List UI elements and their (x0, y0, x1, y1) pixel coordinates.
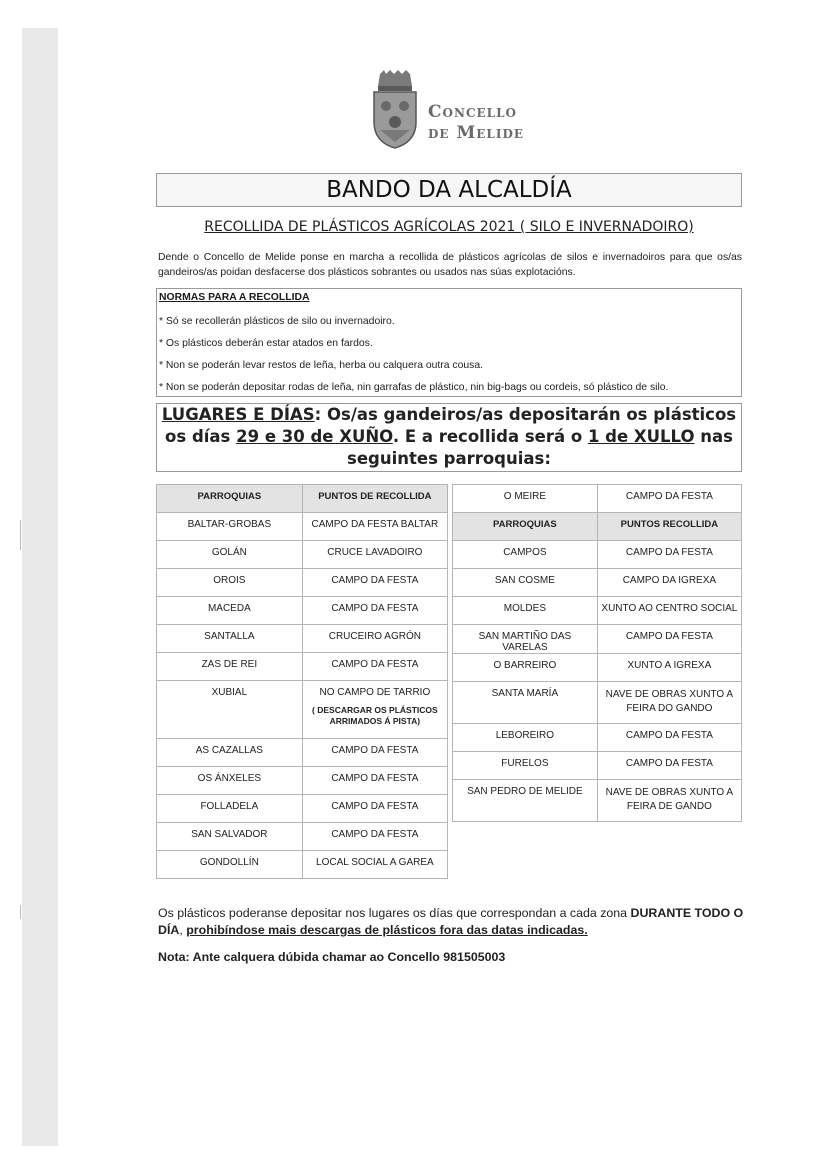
point-cell: CAMPO DA FESTA BALTAR (302, 513, 447, 541)
parish-cell: O MEIRE (453, 485, 598, 513)
pickup-date: 1 de XULLO (587, 427, 695, 446)
point-cell: CAMPO DA FESTA (302, 653, 447, 681)
table-row (157, 569, 448, 597)
table-row (453, 625, 742, 654)
table-row (157, 767, 448, 795)
norms-title: NORMAS PARA A RECOLLIDA (159, 292, 310, 303)
footer-bold: DURANTE TODO O DÍA (158, 906, 744, 937)
table-row (453, 569, 742, 597)
table-row (453, 752, 742, 780)
point-cell: CAMPO DA FESTA (597, 485, 741, 513)
point-cell: CAMPO DA FESTA (302, 767, 447, 795)
column-header: PARROQUIAS (157, 485, 303, 513)
page-title: BANDO DA ALCALDÍA (326, 177, 572, 203)
point-cell: CAMPO DA FESTA (302, 597, 447, 625)
parish-cell: MACEDA (157, 597, 303, 625)
norm-item: * Non se poderán levar restos de leña, herba ou calquera outra cousa. (159, 360, 484, 371)
places-label: LUGARES E DÍAS (161, 405, 315, 424)
parish-cell: FURELOS (453, 752, 598, 780)
parish-cell: FOLLADELA (157, 795, 303, 823)
parish-cell: GOLÁN (157, 541, 303, 569)
parish-cell: OROIS (157, 569, 303, 597)
column-header: PUNTOS DE RECOLLIDA (302, 485, 447, 513)
table-row (157, 795, 448, 823)
parish-cell: CAMPOS (453, 541, 598, 569)
point-cell: NAVE DE OBRAS XUNTO A FEIRA DO GANDO (597, 682, 741, 724)
table-row (157, 739, 448, 767)
table-row (157, 513, 448, 541)
table-row (453, 541, 742, 569)
parish-cell: SAN COSME (453, 569, 598, 597)
point-cell: XUNTO A IGREXA (597, 654, 741, 682)
table-row (157, 823, 448, 851)
xubial-note: ( DESCARGAR OS PLÁSTICOS ARRIMADOS Á PISTA) (312, 705, 438, 726)
parish-cell: LEBOREIRO (453, 724, 598, 752)
places-text: . E a recollida será o (392, 427, 588, 446)
scan-mark (20, 905, 21, 919)
table-row (453, 682, 742, 724)
point-cell: CAMPO DA FESTA (597, 541, 741, 569)
parish-cell: SAN PEDRO DE MELIDE (453, 780, 598, 822)
norm-item: * Non se poderán depositar rodas de leña, nin garrafas de plástico, nin big-bags ou cordeis, só plástico de silo. (159, 382, 669, 393)
deposit-dates: 29 e 30 de XUÑO (236, 427, 393, 446)
parish-cell: BALTAR-GROBAS (157, 513, 303, 541)
parish-cell: ZAS DE REI (157, 653, 303, 681)
footer-text: Os plásticos poderanse depositar nos lugares os días que correspondan a cada zona (158, 906, 631, 920)
table-row (453, 780, 742, 822)
coat-of-arms-icon (366, 70, 424, 150)
point-cell: CAMPO DA FESTA (302, 569, 447, 597)
table-row (157, 681, 448, 739)
intro-paragraph: Dende o Concello de Melide ponse en marcha a recollida de plásticos agrícolas de silos e invernadoiros para que os/as gandeiros/as poidan desfacerse dos plásticos sobrantes ou usados nas súas explotacións. (158, 252, 742, 278)
parishes-table-left (156, 484, 448, 879)
subtitle: RECOLLIDA DE PLÁSTICOS AGRÍCOLAS 2021 ( SILO E INVERNADOIRO) (204, 219, 694, 235)
parish-cell: SANTALLA (157, 625, 303, 653)
point-cell: CAMPO DA FESTA (597, 752, 741, 780)
point-cell (302, 681, 447, 739)
point-cell: CAMPO DA IGREXA (597, 569, 741, 597)
point-cell: CRUCE LAVADOIRO (302, 541, 447, 569)
table-row (453, 597, 742, 625)
parish-cell: AS CAZALLAS (157, 739, 303, 767)
org-name-line1: Concello (428, 102, 517, 122)
point-cell: CAMPO DA FESTA (597, 724, 741, 752)
point-cell: XUNTO AO CENTRO SOCIAL (597, 597, 741, 625)
places-text: nas seguintes parroquias: (347, 427, 733, 468)
point-text: NO CAMPO DE TARRIO (319, 687, 431, 698)
parish-cell: XUBIAL (157, 681, 303, 739)
places-dates-box (156, 403, 742, 472)
footer-paragraph (158, 905, 744, 939)
table-row (453, 724, 742, 752)
column-header: PUNTOS RECOLLIDA (597, 513, 741, 541)
norms-box (156, 288, 742, 397)
norm-item: * Os plásticos deberán estar atados en fardos. (159, 338, 373, 349)
table-header-row (157, 485, 448, 513)
concello-logo (366, 70, 556, 150)
org-name-line2: de Melide (428, 123, 525, 143)
point-cell: CAMPO DA FESTA (302, 823, 447, 851)
parish-cell: SANTA MARÍA (453, 682, 598, 724)
table-row (453, 654, 742, 682)
scan-mark (20, 520, 21, 550)
table-row (157, 597, 448, 625)
table-row (157, 625, 448, 653)
point-cell: CAMPO DA FESTA (597, 625, 741, 654)
page-title-box (156, 173, 742, 207)
point-cell: CRUCEIRO AGRÓN (302, 625, 447, 653)
point-cell: CAMPO DA FESTA (302, 739, 447, 767)
places-text: : Os/as gandeiros/as depositarán os plásticos os días (165, 405, 737, 446)
norm-item: * Só se recollerán plásticos de silo ou invernadoiro. (159, 316, 395, 327)
table-row (157, 541, 448, 569)
parish-cell: MOLDES (453, 597, 598, 625)
parish-cell: O BARREIRO (453, 654, 598, 682)
parish-cell: GONDOLLÍN (157, 851, 303, 879)
table-row (157, 653, 448, 681)
footer-warning: prohibíndose mais descargas de plásticos fora das datas indicadas. (186, 923, 588, 937)
parish-cell: SAN SALVADOR (157, 823, 303, 851)
point-cell: LOCAL SOCIAL A GAREA (302, 851, 447, 879)
footer-text: , (179, 923, 187, 937)
table-row (453, 485, 742, 513)
parishes-table-right (452, 484, 742, 822)
point-cell: CAMPO DA FESTA (302, 795, 447, 823)
contact-note: Nota: Ante calquera dúbida chamar ao Concello 981505003 (158, 950, 506, 964)
table-header-row (453, 513, 742, 541)
parish-cell: SAN MARTIÑO DAS VARELAS (453, 625, 598, 654)
scan-shadow-strip (22, 28, 58, 1146)
parish-cell: OS ÁNXELES (157, 767, 303, 795)
column-header: PARROQUIAS (453, 513, 598, 541)
point-cell: NAVE DE OBRAS XUNTO A FEIRA DE GANDO (597, 780, 741, 822)
table-row (157, 851, 448, 879)
